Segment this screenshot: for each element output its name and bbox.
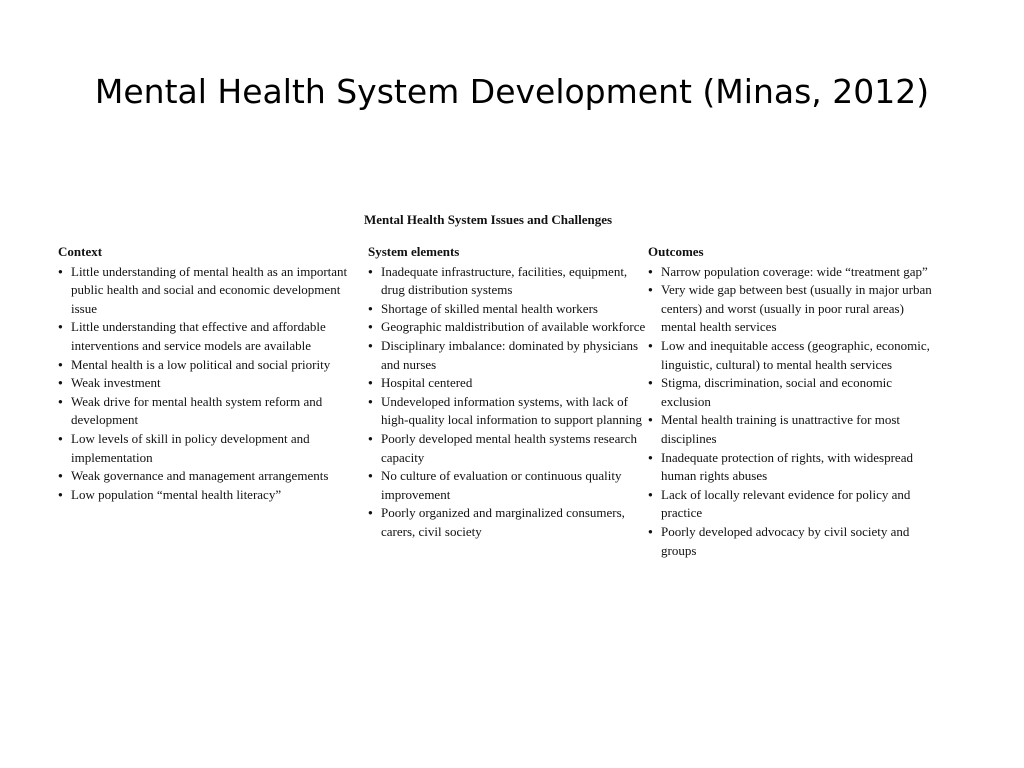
bullet-item: ● No culture of evaluation or continuous quality improvement	[368, 467, 648, 504]
bullet-list	[368, 263, 648, 542]
bullet-item: ● Mental health is a low political and social priority	[58, 356, 358, 375]
bullet-item: ● Low and inequitable access (geographic, economic, linguistic, cultural) to mental health services	[648, 337, 933, 374]
bullet-item: ● Weak governance and management arrangements	[58, 467, 358, 486]
bullet-item: ● Weak drive for mental health system reform and development	[58, 393, 358, 430]
bullet-item: ● Shortage of skilled mental health workers	[368, 300, 648, 319]
figure-caption: Mental Health System Issues and Challenges	[363, 212, 613, 227]
column-system-elements	[368, 243, 648, 542]
bullet-item: ● Little understanding of mental health as an important public health and social and economic development issue	[58, 263, 358, 319]
column-outcomes	[648, 243, 933, 560]
bullet-item: ● Poorly developed mental health systems research capacity	[368, 430, 648, 467]
bullet-item: ● Poorly organized and marginalized consumers, carers, civil society	[368, 504, 648, 541]
bullet-item: ● Little understanding that effective and affordable interventions and service models are available	[58, 318, 358, 355]
column-heading: Context	[58, 244, 103, 259]
bullet-list	[58, 263, 358, 505]
column-heading: Outcomes	[648, 244, 704, 259]
bullet-item: ● Low levels of skill in policy development and implementation	[58, 430, 358, 467]
bullet-item: ● Stigma, discrimination, social and economic exclusion	[648, 374, 933, 411]
bullet-list	[648, 263, 933, 561]
bullet-item: ● Weak investment	[58, 374, 358, 393]
bullet-item: ● Narrow population coverage: wide “treatment gap”	[648, 263, 933, 282]
bullet-item: ● Geographic maldistribution of available workforce	[368, 318, 648, 337]
bullet-item: ● Hospital centered	[368, 374, 648, 393]
bullet-item: ● Low population “mental health literacy”	[58, 486, 358, 505]
bullet-item: ● Mental health training is unattractive for most disciplines	[648, 411, 933, 448]
bullet-item: ● Disciplinary imbalance: dominated by physicians and nurses	[368, 337, 648, 374]
bullet-item: ● Very wide gap between best (usually in major urban centers) and worst (usually in poor rural areas) mental health services	[648, 281, 933, 337]
column-context	[58, 243, 358, 504]
bullet-item: ● Poorly developed advocacy by civil society and groups	[648, 523, 933, 560]
bullet-item: ● Inadequate infrastructure, facilities, equipment, drug distribution systems	[368, 263, 648, 300]
column-heading: System elements	[368, 244, 460, 259]
bullet-item: ● Undeveloped information systems, with lack of high-quality local information to support planning	[368, 393, 648, 430]
bullet-item: ● Lack of locally relevant evidence for policy and practice	[648, 486, 933, 523]
bullet-item: ● Inadequate protection of rights, with widespread human rights abuses	[648, 449, 933, 486]
slide-title: Mental Health System Development (Minas, 2012)	[94, 72, 930, 111]
